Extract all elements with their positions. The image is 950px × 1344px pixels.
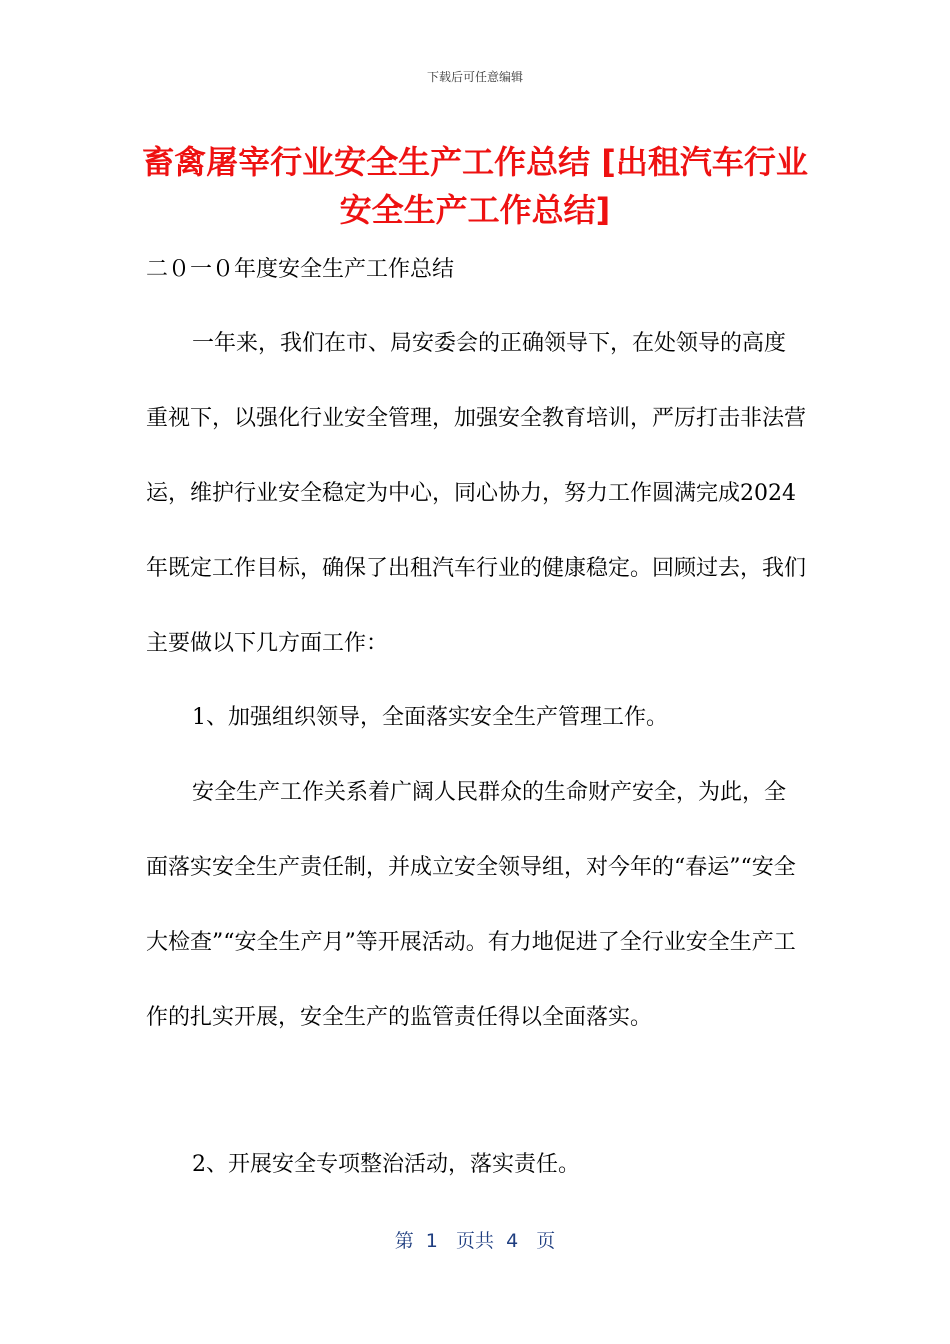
paragraph-intro: 一年来，我们在市、局安委会的正确领导下，在处领导的高度重视下，以强化行业安全管理，加强安全教育培训，严厉打击非法营运，维护行业安全稳定为中心，同心协力，努力工作圆满完成2024年既定工作目标，确保了出租汽车行业的健康稳定。回顾过去，我们主要做以下几方面工作： [146, 331, 807, 656]
paragraph-heading-2: 2、开展安全专项整治活动，落实责任。 [192, 1152, 580, 1177]
page-number-footer: 第 1 页共 4 页 [394, 1230, 556, 1252]
paragraph-body-1: 安全生产工作关系着广阔人民群众的生命财产安全，为此，全面落实安全生产责任制，并成立安全领导组，对今年的“春运”“安全大检查”“安全生产月”等开展活动。有力地促进了全行业安全生产工作的扎实开展，安全生产的监管责任得以全面落实。 [146, 780, 796, 1030]
paragraph-heading-1: 1、加强组织领导，全面落实安全生产管理工作。 [192, 705, 668, 730]
document-subtitle: 二０一０年度安全生产工作总结 [146, 257, 455, 282]
document-title: 畜禽屠宰行业安全生产工作总结 [出租汽车行业安全生产工作总结] [142, 143, 808, 229]
page-header-note: 下载后可任意编辑 [426, 70, 523, 84]
